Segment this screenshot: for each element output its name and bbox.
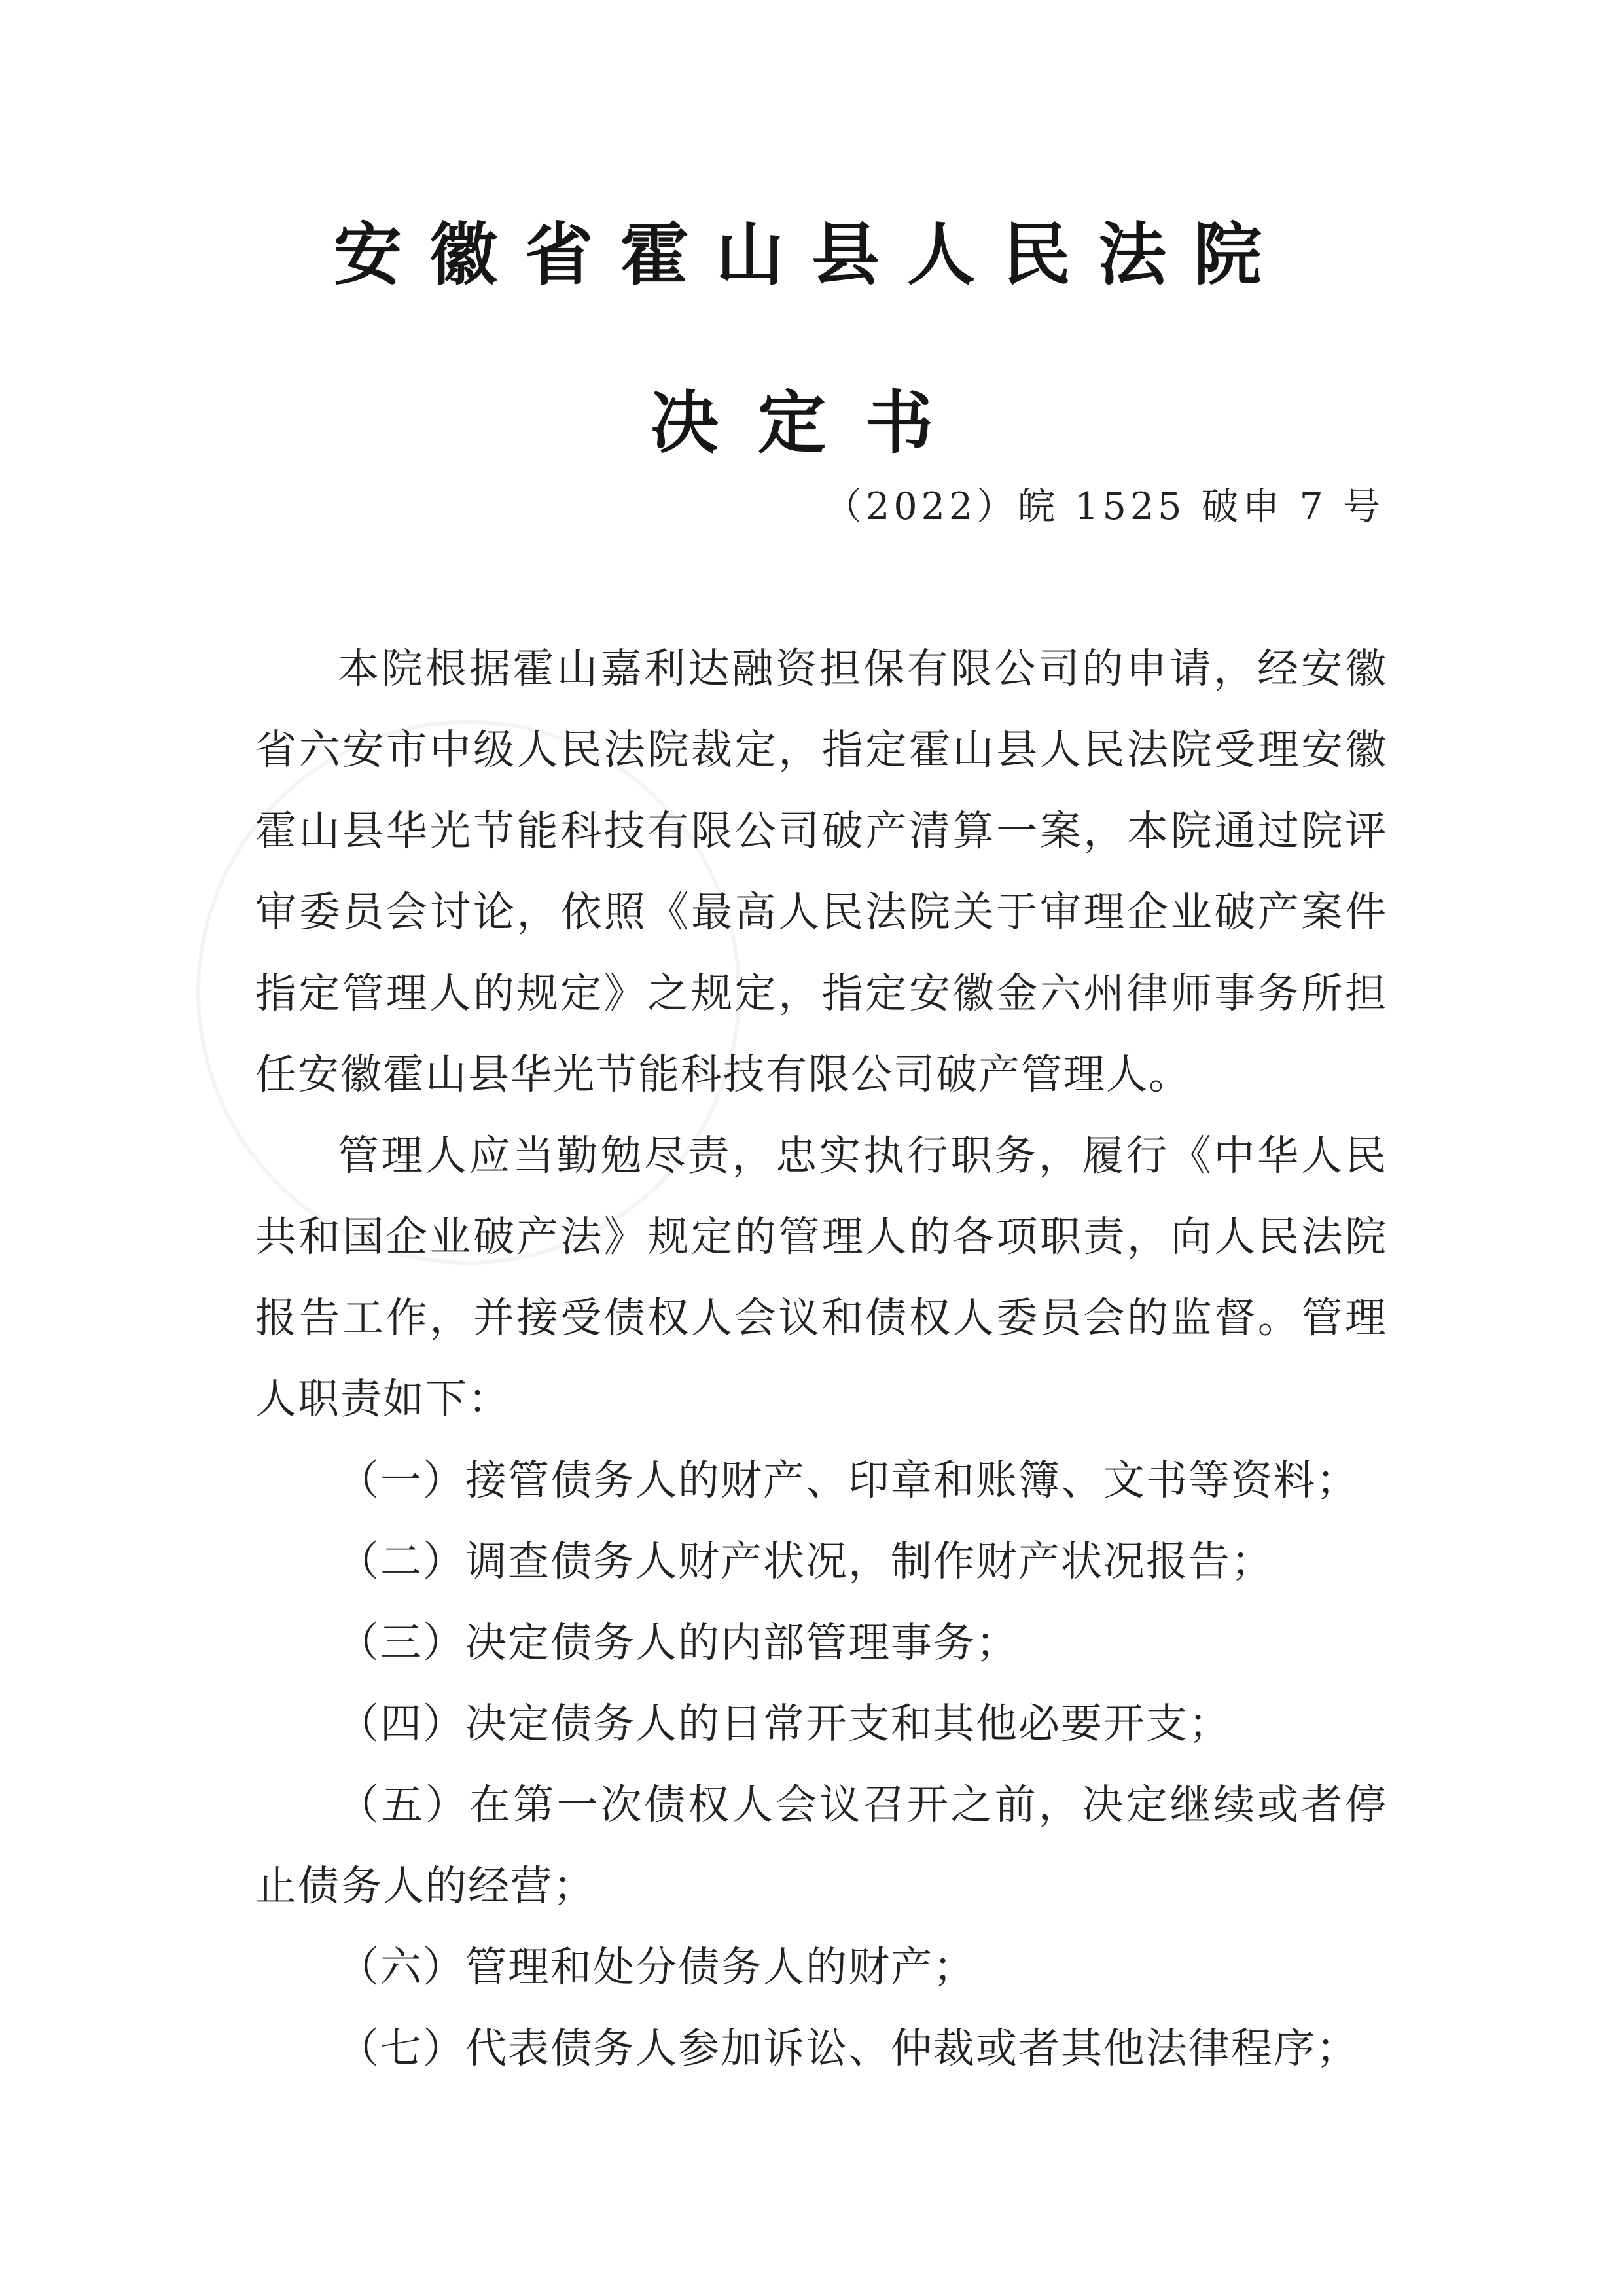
- decision-body: [255, 628, 1387, 2089]
- paragraph-appointment: 本院根据霍山嘉利达融资担保有限公司的申请，经安徽省六安市中级人民法院裁定，指定霍山县人民法院受理安徽霍山县华光节能科技有限公司破产清算一案，本院通过院评审委员会讨论，依照《最高人民法院关于审理企业破产案件指定管理人的规定》之规定，指定安徽金六州律师事务所担任安徽霍山县华光节能科技有限公司破产管理人。: [255, 645, 1387, 1098]
- duty-item-3: （三）决定债务人的内部管理事务；: [338, 1619, 1018, 1666]
- case-number: （2022）皖 1525 破申 7 号: [825, 485, 1384, 528]
- court-name-heading: 安徽省霍山县人民法院: [333, 214, 1289, 295]
- duty-item-2: （二）调查债务人财产状况，制作财产状况报告；: [338, 1537, 1274, 1585]
- document-type-heading: 决定书: [650, 382, 972, 463]
- duty-item-7: （七）代表债务人参加诉讼、仲裁或者其他法律程序；: [338, 2024, 1359, 2072]
- duty-item-5: （五）在第一次债权人会议召开之前，决定继续或者停止债务人的经营；: [255, 1781, 1387, 1910]
- duty-item-4: （四）决定债务人的日常开支和其他必要开支；: [338, 1700, 1231, 1748]
- paragraph-duties-intro: 管理人应当勤勉尽责，忠实执行职务，履行《中华人民共和国企业破产法》规定的管理人的各项职责，向人民法院报告工作，并接受债权人会议和债权人委员会的监督。管理人职责如下：: [255, 1132, 1387, 1423]
- duty-item-6: （六）管理和处分债务人的财产；: [338, 1943, 976, 1991]
- duty-item-1: （一）接管债务人的财产、印章和账簿、文书等资料；: [338, 1456, 1359, 1504]
